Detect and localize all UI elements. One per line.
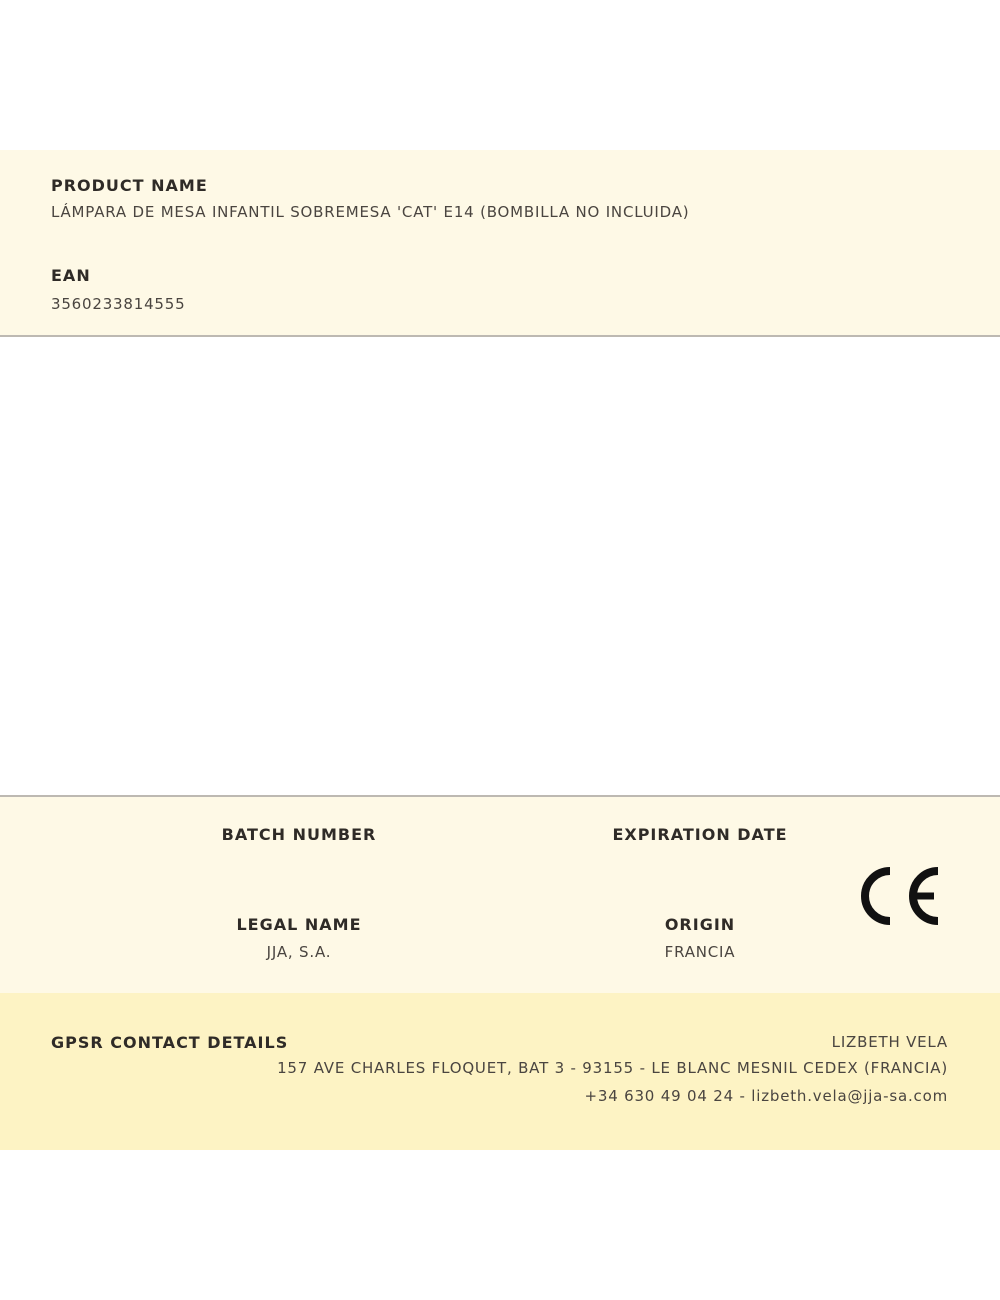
product-name-label: PRODUCT NAME (51, 176, 208, 195)
legal-name-block (149, 915, 449, 961)
contact-lines (277, 1033, 948, 1105)
product-info-band (0, 150, 1000, 337)
product-name-value: LÁMPARA DE MESA INFANTIL SOBREMESA 'CAT' E14 (BOMBILLA NO INCLUIDA) (51, 203, 690, 221)
gpsr-contact-label: GPSR CONTACT DETAILS (51, 1033, 289, 1052)
batch-number-block (149, 825, 449, 844)
ean-label: EAN (51, 266, 91, 285)
contact-phone-email: +34 630 49 04 24 - lizbeth.vela@jja-sa.com (584, 1087, 948, 1105)
expiration-date-block (550, 825, 850, 844)
expiration-date-label: EXPIRATION DATE (612, 825, 788, 844)
origin-value: FRANCIA (664, 943, 736, 961)
details-band (0, 795, 1000, 995)
contact-address: 157 AVE CHARLES FLOQUET, BAT 3 - 93155 - LE BLANC MESNIL CEDEX (FRANCIA) (277, 1059, 948, 1077)
legal-name-label: LEGAL NAME (236, 915, 362, 934)
origin-label: ORIGIN (664, 915, 736, 934)
gpsr-contact-band (0, 993, 1000, 1150)
batch-number-label: BATCH NUMBER (221, 825, 377, 844)
legal-name-value: JJA, S.A. (266, 943, 332, 961)
ean-value: 3560233814555 (51, 295, 186, 313)
contact-name: LIZBETH VELA (831, 1033, 948, 1051)
ce-mark-icon (858, 865, 942, 927)
origin-block (550, 915, 850, 961)
